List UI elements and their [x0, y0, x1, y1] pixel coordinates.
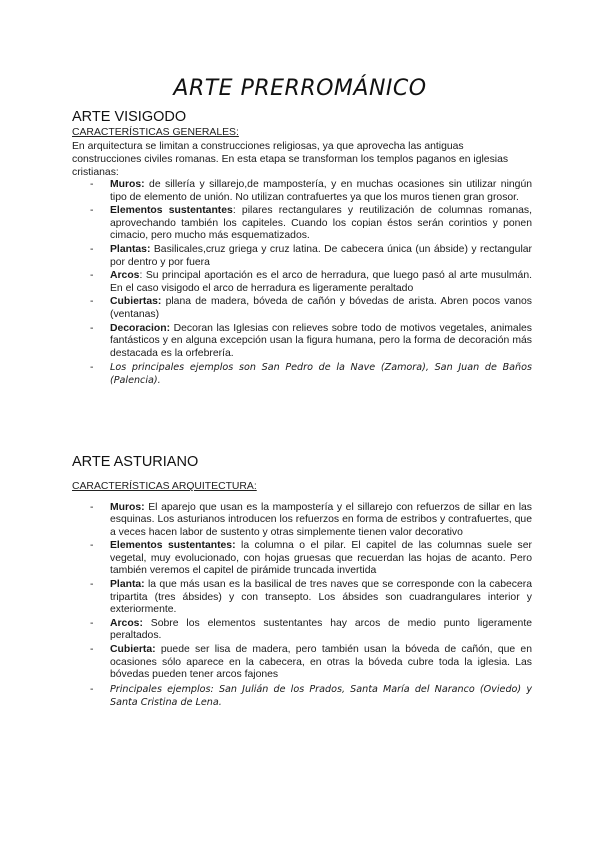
item-label: Cubierta: [110, 644, 156, 656]
asturiano-list [72, 502, 532, 709]
list-item-elementos-sustentantes: - Elementos sustentantes: la columna o el pilar. El capitel de las columnas suele ser vegetal, muy evolucionado, con hojas gruesas que recuerdan las hojas de acanto. Pero también veremos el capitel de pirámide truncada invertida [90, 540, 532, 577]
list-item-arcos: - Arcos: Su principal aportación es el arco de herradura, que luego pasó al arte musulmán. En el caso visigodo el arco de herradura es ligeramente peraltado [90, 270, 532, 294]
section-asturiano [72, 454, 532, 710]
item-text: Basilicales,cruz griega y cruz latina. De cabecera única (un ábside) y rectangular por dentro y por fuera [110, 244, 532, 268]
list-item-cubierta: - Cubierta: puede ser lisa de madera, pero también usan la bóveda de cañón, que en ocasiones sólo aparece en la cabecera, en otras la bóveda cubre toda la iglesia. Las bóvedas pueden tener arcos fajones [90, 644, 532, 681]
example-text: Principales ejemplos: San Julián de los Prados, Santa María del Naranco (Oviedo) y Santa Cristina de Lena. [110, 683, 532, 708]
item-text: la que más usan es la basilical de tres naves que se corresponde con la cabecera tripartita (tres ábsides) y con transepto. Los ábsides son cuadrangulares interior y exteriormente. [110, 579, 532, 616]
item-text: : pilares rectangulares y reutilización de columnas romanas, aprovechando también los capiteles. Cuando los copian éstos serán corintios y ponen cimacio, pero mucho más esquematizados. [110, 205, 533, 242]
item-label: Plantas: [110, 244, 151, 256]
list-item-plantas: - Plantas: Basilicales,cruz griega y cruz latina. De cabecera única (un ábside) y rectangular por dentro y por fuera [90, 244, 532, 268]
list-item-elementos-sustentantes: - Elementos sustentantes: pilares rectangulares y reutilización de columnas romanas, aprovechando también los capiteles. Cuando los copian éstos serán corintios y ponen cimacio, pero mucho más esquematizados. [90, 205, 533, 242]
list-item-cubiertas: - Cubiertas: plana de madera, bóveda de cañón y bóvedas de arista. Abren pocos vanos (ventanas) [90, 296, 532, 321]
item-text: la columna o el pilar. El capitel de las columnas suele ser vegetal, muy evolucionado, con hojas gruesas que recuerdan las hojas de acanto. Pero también veremos el capitel de pirámide truncada invertida [110, 540, 532, 577]
list-item-muros: - Muros: El aparejo que usan es la mampostería y el sillarejo con refuerzos de sillar en las esquinas. Los asturianos introducen los refuerzos en forma de estribos y contrafuertes, que a veces hacen labor de sustento y otras simplemente tienen valor decorativo [90, 501, 532, 538]
example-text: Los principales ejemplos son San Pedro de la Nave (Zamora), San Juan de Baños (Palencia). [110, 362, 532, 387]
subheading-caracteristicas-generales: CARACTERÍSTICAS GENERALES: [72, 127, 239, 138]
list-item-ejemplos: - Los principales ejemplos son San Pedro de la Nave (Zamora), San Juan de Baños (Palencia). [90, 362, 532, 387]
item-text: El aparejo que usan es la mampostería y el sillarejo con refuerzos de sillar en las esquinas. Los asturianos introducen los refuerzos en forma de estribos y contrafuertes, que a veces hacen labor de sustento y otras simplemente tienen valor decorativo [110, 501, 532, 538]
item-label: Decoracion: [110, 322, 171, 334]
section-heading-visigodo: ARTE VISIGODO [72, 109, 187, 125]
section-heading-asturiano: ARTE ASTURIANO [72, 454, 199, 470]
item-label: Planta: [110, 579, 145, 591]
item-label: Muros: [110, 179, 145, 191]
item-text: Decoran las Iglesias con relieves sobre todo de motivos vegetales, animales fantásticos y en alguna excepción usan la figura humana, pero la forma de decoración más destacada es la orfebrería. [110, 322, 532, 359]
item-label: Elementos sustentantes [110, 205, 233, 217]
list-item-ejemplos: - Principales ejemplos: San Julián de los Prados, Santa María del Naranco (Oviedo) y Santa Cristina de Lena. [90, 683, 532, 708]
list-item-muros: - Muros: de sillería y sillarejo,de mampostería, y en muchas ocasiones sin utilizar ningún tipo de elemento de unión. No utilizan contrafuertes ya que los muros tienen gran grosor. [90, 179, 532, 203]
subheading-caracteristicas-arquitectura: CARACTERÍSTICAS ARQUITECTURA: [72, 481, 257, 492]
visigodo-list [72, 179, 532, 387]
item-text: Sobre los elementos sustentantes hay arcos de medio punto ligeramente peraltados. [110, 617, 532, 642]
page-title: ARTE PRERROMÁNICO [173, 76, 427, 101]
item-text: puede ser lisa de madera, pero también usan la bóveda de cañón, que en ocasiones sólo aparece en la cabecera, en otras la bóveda cubre toda la iglesia. Las bóvedas pueden tener arcos fajones [110, 644, 532, 681]
intro-paragraph: En arquitectura se limitan a construcciones religiosas, ya que aprovecha las antiguas construcciones civiles romanas. En esta etapa se transforman los templos paganos en iglesias cristianas: [72, 140, 509, 178]
item-label: Cubiertas: [110, 296, 162, 308]
item-label: Elementos sustentantes: [110, 540, 236, 552]
item-text: de sillería y sillarejo,de mampostería, y en muchas ocasiones sin utilizar ningún tipo de elemento de unión. No utilizan contrafuertes ya que los muros tienen gran grosor. [110, 179, 532, 203]
list-item-planta: - Planta: la que más usan es la basilical de tres naves que se corresponde con la cabecera tripartita (tres ábsides) y con transepto. Los ábsides son cuadrangulares interior y exteriormente. [90, 579, 532, 616]
item-label: Muros: [110, 501, 145, 513]
item-text: : Su principal aportación es el arco de herradura, que luego pasó al arte musulmán. En el caso visigodo el arco de herradura es ligeramente peraltado [110, 270, 532, 294]
item-label: Arcos [110, 270, 140, 282]
item-text: plana de madera, bóveda de cañón y bóvedas de arista. Abren pocos vanos (ventanas) [110, 296, 532, 321]
section-visigodo [72, 109, 532, 388]
list-item-arcos: - Arcos: Sobre los elementos sustentantes hay arcos de medio punto ligeramente peraltados. [90, 617, 532, 642]
list-item-decoracion: - Decoracion: Decoran las Iglesias con relieves sobre todo de motivos vegetales, animales fantásticos y en alguna excepción usan la figura humana, pero la forma de decoración más destacada es la orfebrería. [90, 322, 532, 359]
item-label: Arcos: [110, 617, 143, 629]
